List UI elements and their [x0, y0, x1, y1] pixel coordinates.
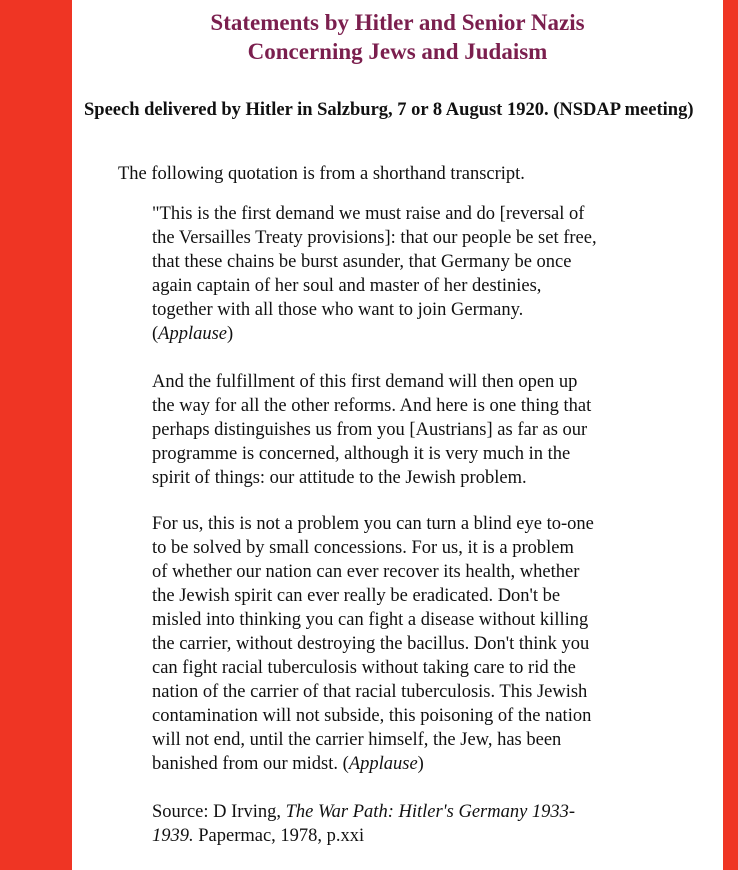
text-line: the Versailles Treaty provisions]: that our people be set free,: [152, 228, 597, 248]
speech-heading: Speech delivered by Hitler in Salzburg, 7 or 8 August 1920. (NSDAP meeting): [84, 100, 694, 120]
text-line: of whether our nation can ever recover its health, whether: [152, 562, 580, 582]
text-line: (Applause): [152, 324, 234, 344]
title-line-2: Concerning Jews and Judaism: [247, 39, 548, 64]
text-line: can fight racial tuberculosis without taking care to rid the: [152, 658, 576, 678]
quote-paragraph-2: [152, 370, 722, 490]
page-title: [72, 8, 723, 66]
intro-paragraph: The following quotation is from a shorthand transcript.: [118, 164, 525, 184]
text-line: together with all those who want to join Germany.: [152, 300, 524, 320]
document-page: [72, 0, 723, 870]
text-line: contamination will not subside, this poisoning of the nation: [152, 706, 592, 726]
text-line: banished from our midst. (Applause): [152, 754, 424, 774]
text-line: to be solved by small concessions. For us, it is a problem: [152, 538, 574, 558]
source-prefix: Source: D Irving,: [152, 802, 281, 822]
text-line: For us, this is not a problem you can turn a blind eye to-one: [152, 514, 594, 534]
publisher: Papermac, 1978, p.xxi: [198, 826, 365, 846]
text-line: [152, 800, 722, 824]
text-line: perhaps distinguishes us from you [Austrians] as far as our: [152, 420, 588, 440]
book-title: The War Path: Hitler's Germany 1933-: [285, 802, 576, 822]
text-line: [152, 824, 722, 848]
text-line: programme is concerned, although it is very much in the: [152, 444, 571, 464]
book-title-end: 1939.: [152, 826, 194, 846]
source-citation: [152, 800, 722, 848]
title-line-1: Statements by Hitler and Senior Nazis: [210, 10, 585, 35]
text-line: that these chains be burst asunder, that Germany be once: [152, 252, 572, 272]
applause-note: Applause: [158, 324, 228, 344]
text-line: will not end, until the carrier himself, the Jew, has been: [152, 730, 562, 750]
text-line: spirit of things: our attitude to the Jewish problem.: [152, 468, 527, 488]
text-line: the Jewish spirit can ever really be eradicated. Don't be: [152, 586, 561, 606]
last-line-text: banished from our midst.: [152, 754, 339, 774]
applause-note: Applause: [348, 754, 418, 774]
text-line: And the fulfillment of this first demand will then open up: [152, 372, 578, 392]
quote-paragraph-1: [152, 202, 722, 346]
quote-paragraph-3: [152, 512, 722, 776]
text-line: the way for all the other reforms. And here is one thing that: [152, 396, 592, 416]
text-line: again captain of her soul and master of her destinies,: [152, 276, 542, 296]
text-line: the carrier, without destroying the bacillus. Don't think you: [152, 634, 590, 654]
text-line: "This is the first demand we must raise and do [reversal of: [152, 204, 585, 224]
text-line: misled into thinking you can fight a disease without killing: [152, 610, 589, 630]
text-line: nation of the carrier of that racial tuberculosis. This Jewish: [152, 682, 588, 702]
